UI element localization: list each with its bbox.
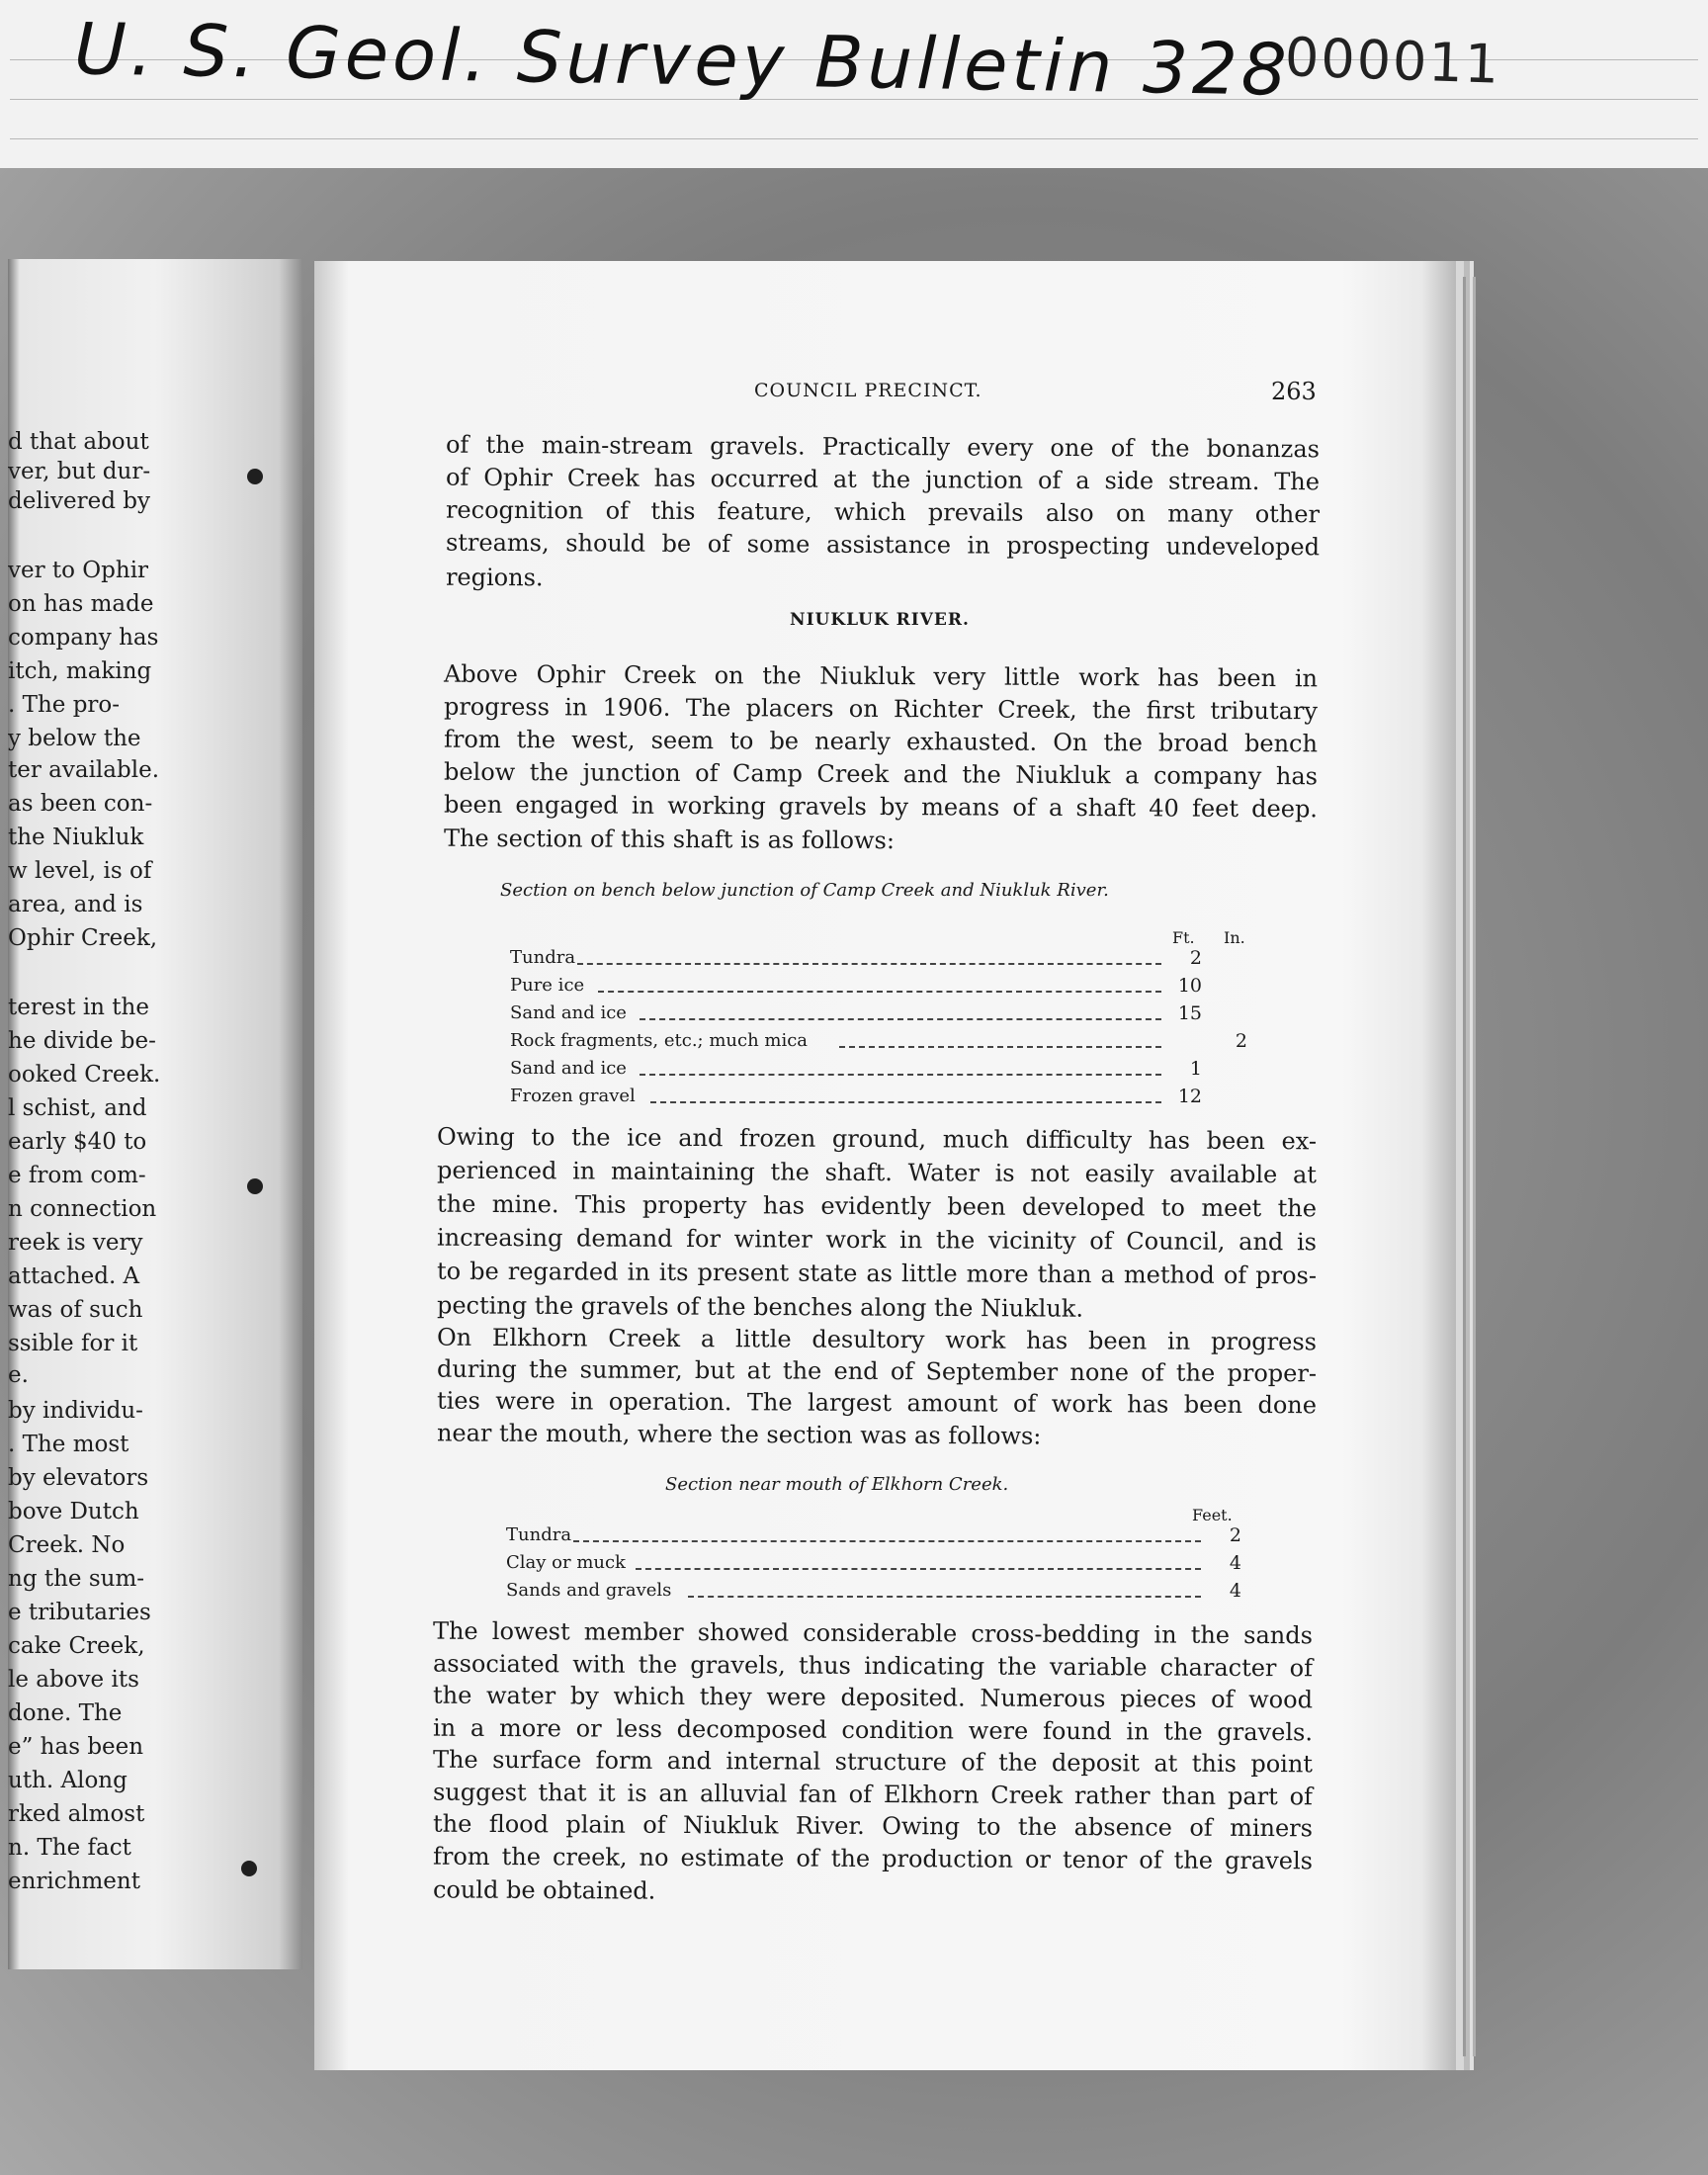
- page-edge: [1473, 277, 1476, 2056]
- table1-row-label: Sand and ice: [510, 1058, 627, 1079]
- table1-row-ft: 10: [1177, 975, 1202, 997]
- table2-leader: [636, 1568, 1201, 1570]
- table2-caption: Section near mouth of Elkhorn Creek.: [665, 1474, 1009, 1495]
- text-line: to be regarded in its present state as little more than a method of pros-: [436, 1257, 1318, 1290]
- text-line: perienced in maintaining the shaft. Water is not easily available at: [436, 1156, 1318, 1189]
- left-page: [8, 259, 302, 1969]
- left-page-line: early $40 to: [8, 1129, 147, 1155]
- left-page-line: ssible for it: [8, 1331, 138, 1356]
- left-page-line: attached. A: [8, 1263, 140, 1289]
- text-line: recognition of this feature, which prevails also on many other: [445, 495, 1321, 529]
- stamp-number: 000011: [1283, 26, 1502, 96]
- page-edge: [1463, 277, 1466, 2056]
- table2-leader: [688, 1596, 1201, 1598]
- left-page-line: Ophir Creek,: [8, 925, 158, 951]
- table1-leader: [640, 1018, 1161, 1020]
- left-page-line: ter available.: [8, 757, 160, 783]
- text-line: Owing to the ice and frozen ground, much difficulty has been ex-: [436, 1122, 1318, 1156]
- left-page-line: e.: [8, 1362, 29, 1388]
- table1-row-ft: 15: [1177, 1002, 1202, 1024]
- left-page-line: uth. Along: [8, 1768, 128, 1793]
- table2-col-feet: Feet.: [1192, 1506, 1233, 1524]
- label-strip: [0, 0, 1708, 170]
- text-line: the flood plain of Niukluk River. Owing to the absence of miners: [432, 1809, 1314, 1843]
- table1-leader: [640, 1074, 1161, 1076]
- left-page-line: terest in the: [8, 995, 149, 1020]
- text-line: associated with the gravels, thus indicating the variable character of: [432, 1649, 1314, 1682]
- table1-caption: Section on bench below junction of Camp Creek and Niukluk River.: [500, 880, 1109, 901]
- table1-row-label: Pure ice: [510, 975, 585, 996]
- left-page-line: n. The fact: [8, 1835, 131, 1861]
- left-page-line: le above its: [8, 1667, 139, 1693]
- table1-leader: [650, 1101, 1161, 1103]
- left-page-line: Creek. No: [8, 1532, 126, 1558]
- binding-hole: [241, 1861, 257, 1876]
- left-page-line: d that about: [8, 429, 149, 455]
- text-line: could be obtained.: [432, 1875, 656, 1905]
- text-line: suggest that it is an alluvial fan of Elkhorn Creek rather than part of: [432, 1778, 1314, 1810]
- binding-hole: [247, 469, 263, 484]
- table1-row-label: Sand and ice: [510, 1002, 627, 1023]
- table1-leader: [839, 1046, 1161, 1048]
- text-line: progress in 1906. The placers on Richter Creek, the first tributary: [443, 692, 1319, 726]
- binding-hole: [247, 1178, 263, 1194]
- text-line: The section of this shaft is as follows:: [443, 824, 896, 855]
- left-page-line: the Niukluk: [8, 825, 144, 850]
- text-line: during the summer, but at the end of September none of the proper-: [436, 1354, 1318, 1388]
- running-head: COUNCIL PRECINCT.: [754, 380, 982, 401]
- table1-row-label: Tundra: [510, 947, 576, 968]
- text-line: The surface form and internal structure of the deposit at this point: [432, 1745, 1314, 1779]
- text-line: The lowest member showed considerable cross-bedding in the sands: [432, 1616, 1314, 1650]
- left-page-line: he divide be-: [8, 1028, 156, 1054]
- table1-row-in: 2: [1235, 1030, 1247, 1052]
- left-page-line: area, and is: [8, 892, 143, 917]
- table2-row-feet: 4: [1229, 1580, 1241, 1602]
- table2-row-label: Clay or muck: [506, 1552, 626, 1573]
- left-page-line: e” has been: [8, 1734, 144, 1760]
- left-page-line: . The pro-: [8, 692, 121, 718]
- text-line: near the mouth, where the section was as follows:: [436, 1419, 1042, 1450]
- table1-col-ft: Ft.: [1172, 928, 1195, 947]
- left-page-line: ng the sum-: [8, 1566, 145, 1592]
- left-page-line: ver, but dur-: [8, 459, 151, 484]
- text-line: On Elkhorn Creek a little desultory work has been in progress: [436, 1323, 1318, 1356]
- text-line: the mine. This property has evidently been developed to meet the: [436, 1189, 1318, 1223]
- ruled-line: [10, 138, 1698, 139]
- text-line: ties were in operation. The largest amount of work has been done: [436, 1386, 1318, 1420]
- text-line: Above Ophir Creek on the Niukluk very little work has been in: [443, 659, 1319, 693]
- table1-row-label: Frozen gravel: [510, 1086, 636, 1106]
- left-page-line: y below the: [8, 726, 141, 751]
- text-line: of the main-stream gravels. Practically every one of the bonanzas: [445, 430, 1321, 464]
- table1-row-ft: 12: [1177, 1086, 1202, 1107]
- section-heading: NIUKLUK RIVER.: [790, 610, 970, 630]
- text-line: regions.: [445, 563, 544, 592]
- left-page-line: ver to Ophir: [8, 558, 149, 583]
- left-page-line: e tributaries: [8, 1600, 151, 1625]
- left-page-line: cake Creek,: [8, 1633, 145, 1659]
- left-page-line: l schist, and: [8, 1095, 147, 1121]
- text-line: pecting the gravels of the benches along the Niukluk.: [436, 1291, 1084, 1323]
- left-page-line: done. The: [8, 1700, 123, 1726]
- left-page-line: w level, is of: [8, 858, 152, 884]
- table1-col-in: In.: [1224, 928, 1245, 947]
- table2-row-label: Tundra: [506, 1524, 572, 1545]
- left-page-line: by elevators: [8, 1465, 149, 1491]
- left-page-line: n connection: [8, 1196, 157, 1222]
- left-page-line: by individu-: [8, 1398, 143, 1424]
- text-line: the water by which they were deposited. Numerous pieces of wood: [432, 1681, 1314, 1714]
- table2-row-feet: 2: [1229, 1524, 1241, 1546]
- text-line: streams, should be of some assistance in prospecting undeveloped: [445, 528, 1321, 562]
- text-line: from the creek, no estimate of the production or tenor of the gravels: [432, 1842, 1314, 1874]
- left-page-line: enrichment: [8, 1869, 140, 1894]
- text-line: increasing demand for winter work in the vicinity of Council, and is: [436, 1223, 1318, 1257]
- left-page-line: as been con-: [8, 791, 153, 817]
- left-page-line: . The most: [8, 1432, 129, 1457]
- left-page-line: rked almost: [8, 1801, 145, 1827]
- table1-row-ft: 1: [1189, 1058, 1202, 1080]
- text-line: below the junction of Camp Creek and the Niukluk a company has: [443, 757, 1319, 791]
- left-page-line: e from com-: [8, 1163, 146, 1188]
- left-page-line: was of such: [8, 1297, 143, 1323]
- text-line: from the west, seem to be nearly exhausted. On the broad bench: [443, 725, 1319, 758]
- table2-leader: [573, 1540, 1201, 1542]
- table1-row-ft: 2: [1189, 947, 1202, 969]
- left-page-line: company has: [8, 625, 159, 651]
- table2-row-label: Sands and gravels: [506, 1580, 672, 1601]
- left-page-line: bove Dutch: [8, 1499, 139, 1524]
- left-page-line: delivered by: [8, 488, 151, 514]
- text-line: in a more or less decomposed condition were found in the gravels.: [432, 1713, 1314, 1746]
- left-page-line: itch, making: [8, 658, 152, 684]
- text-line: of Ophir Creek has occurred at the junction of a side stream. The: [445, 463, 1321, 496]
- table1-leader: [577, 963, 1161, 965]
- table1-row-label: Rock fragments, etc.; much mica: [510, 1030, 809, 1051]
- left-page-line: ooked Creek.: [8, 1062, 161, 1088]
- left-page-line: on has made: [8, 591, 154, 617]
- page-number: 263: [1271, 378, 1317, 405]
- table2-row-feet: 4: [1229, 1552, 1241, 1574]
- text-line: been engaged in working gravels by means of a shaft 40 feet deep.: [443, 790, 1319, 824]
- left-page-line: reek is very: [8, 1230, 143, 1256]
- table1-leader: [598, 991, 1161, 993]
- handwritten-title: U. S. Geol. Survey Bulletin 328: [73, 7, 1292, 112]
